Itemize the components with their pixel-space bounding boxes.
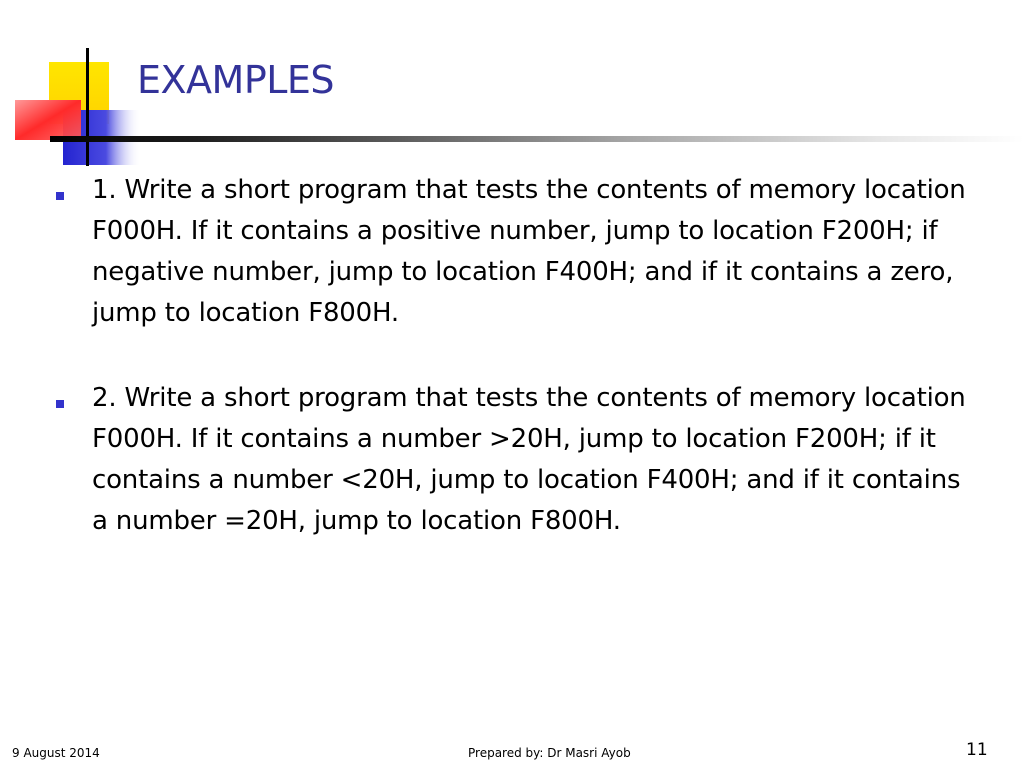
title-underline [50,136,1024,142]
footer-date: 9 August 2014 [12,746,100,760]
square-bullet-icon [56,192,64,200]
logo-red-square [15,100,81,140]
square-bullet-icon [56,400,64,408]
bullet-item [53,378,983,542]
bullet-list [53,170,983,586]
bullet-text: 2. Write a short program that tests the contents of memory location F000H. If it contains a number >20H, jump to location F200H; if it contains a number <20H, jump to location F400H; and if it contains a number =20H, jump to location F800H. [92,383,966,536]
logo-vertical-line [86,48,89,166]
bullet-item [53,170,983,334]
footer-author: Prepared by: Dr Masri Ayob [468,746,631,760]
decorative-logo [0,0,160,170]
slide-number: 11 [966,740,988,760]
slide-title: EXAMPLES [137,58,335,102]
bullet-text: 1. Write a short program that tests the contents of memory location F000H. If it contains a positive number, jump to location F200H; if negative number, jump to location F400H; and if it contains a zero, jump to location F800H. [92,175,966,328]
